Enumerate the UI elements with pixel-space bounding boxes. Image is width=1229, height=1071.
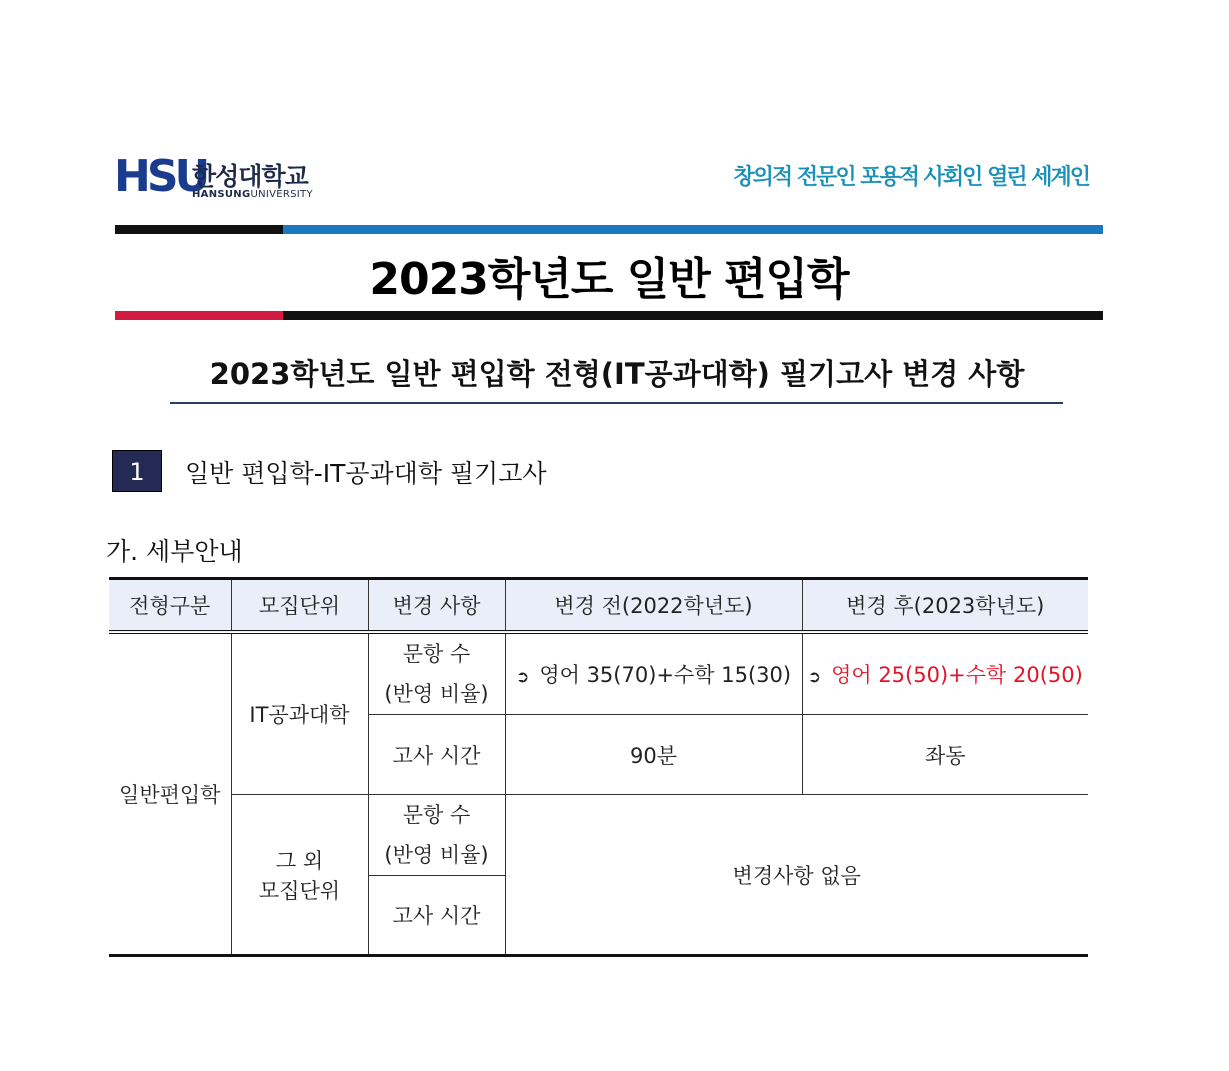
exam-time-cell: 고사 시간	[368, 876, 505, 956]
after-items-cell: ➲ 영어 25(50)+수학 20(50)	[802, 632, 1088, 715]
item-count-cell: 문항 수 (반영 비율)	[368, 795, 505, 876]
header-before: 변경 전(2022학년도)	[505, 579, 802, 633]
subsection-heading: 가. 세부안내	[106, 537, 243, 566]
page-title: 2023학년도 일반 편입학	[369, 254, 849, 305]
after-time-cell: 좌동	[802, 715, 1088, 795]
header-category: 전형구분	[109, 579, 231, 633]
change-table	[109, 577, 1088, 957]
header-unit: 모집단위	[231, 579, 368, 633]
bottom-divider-red	[115, 311, 283, 320]
university-logo	[114, 151, 314, 203]
logo-mark: HSU	[114, 151, 207, 202]
exam-time-cell: 고사 시간	[368, 715, 505, 795]
subtitle-underline	[170, 402, 1063, 404]
category-cell: 일반편입학	[109, 632, 231, 956]
item-count-cell: 문항 수 (반영 비율)	[368, 632, 505, 715]
unit-it-cell: IT공과대학	[231, 632, 368, 795]
arrow-icon: ➲	[807, 667, 822, 686]
logo-english-name: HANSUNGUNIVERSITY	[192, 189, 313, 200]
top-divider-blue	[283, 225, 1103, 234]
university-slogan: 창의적 전문인 포용적 사회인 열린 세계인	[733, 165, 1089, 190]
section-number-badge: 1	[112, 450, 162, 492]
document-subtitle: 2023학년도 일반 편입학 전형(IT공과대학) 필기고사 변경 사항	[209, 357, 1025, 391]
header-change-item: 변경 사항	[368, 579, 505, 633]
header-after: 변경 후(2023학년도)	[802, 579, 1088, 633]
unit-other-cell: 그 외 모집단위	[231, 795, 368, 956]
bottom-divider-black	[283, 311, 1103, 320]
table-row	[109, 795, 1088, 876]
before-time-cell: 90분	[505, 715, 802, 795]
top-divider-black	[115, 225, 283, 234]
no-change-cell: 변경사항 없음	[505, 795, 1088, 956]
table-row	[109, 632, 1088, 715]
logo-korean-name: 한성대학교	[192, 162, 308, 191]
table-header-row	[109, 579, 1088, 633]
section-title: 일반 편입학-IT공과대학 필기고사	[185, 459, 547, 488]
arrow-icon: ➲	[515, 667, 530, 686]
before-items-cell: ➲ 영어 35(70)+수학 15(30)	[505, 632, 802, 715]
